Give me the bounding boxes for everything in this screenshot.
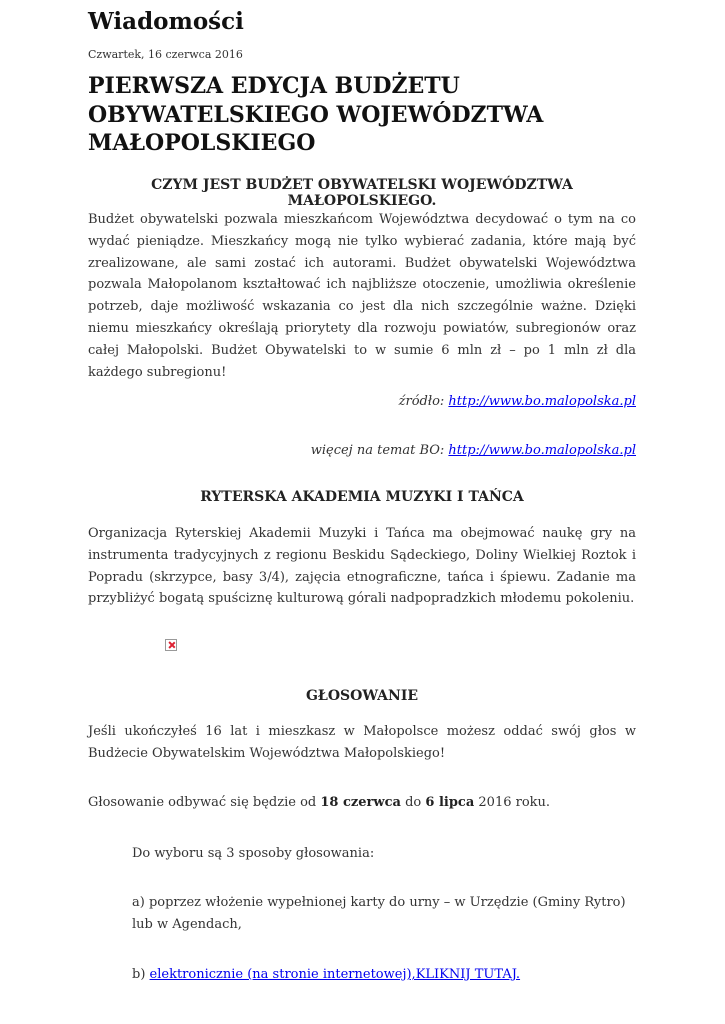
more-info-label: więcej na temat BO:: [310, 443, 449, 458]
more-info-line: [88, 443, 636, 458]
article-date: Czwartek, 16 czerwca 2016: [88, 48, 243, 61]
section-title: Wiadomości: [88, 8, 244, 35]
source-line: [88, 394, 636, 409]
article-headline: PIERWSZA EDYCJA BUDŻETU OBYWATELSKIEGO WOJEWÓDZTWA MAŁOPOLSKIEGO: [88, 73, 544, 156]
source-link[interactable]: http://www.bo.malopolska.pl: [448, 394, 636, 409]
voting-method-b: [132, 964, 636, 986]
academy-heading: RYTERSKA AKADEMIA MUZYKI I TAŃCA: [200, 489, 524, 505]
voting-period-prefix: Głosowanie odbywać się będzie od: [88, 795, 321, 810]
voting-period-suffix: 2016 roku.: [474, 795, 551, 810]
voting-methods-intro: Do wyboru są 3 sposoby głosowania:: [132, 846, 375, 861]
academy-paragraph: Organizacja Ryterskiej Akademii Muzyki i Tańca ma obejmować naukę gry na instrumenta tradycyjnych z regionu Beskidu Sądeckiego, Doliny Wielkiej Roztok i Popradu (skrzypce, basy 3/4), zajęcia etnograficzne, tańca i śpiewu. Zadanie ma przybliżyć bogatą spuściznę kulturową górali nadpopradzkich młodemu pokoleniu.: [88, 526, 636, 607]
voting-period-mid: do: [400, 795, 426, 810]
electronic-voting-link[interactable]: elektronicznie (na stronie internetowej),KLIKNIJ TUTAJ.: [149, 967, 521, 982]
intro-paragraph: Budżet obywatelski pozwala mieszkańcom Województwa decydować o tym na co wydać pieniądze. Mieszkańcy mogą nie tylko wybierać zadania, które mają być zrealizowane, ale sami zostać ich autorami. Budżet obywatelski Województwa pozwala Małopolanom kształtować ich najbliższe otoczenie, umożliwia określenie potrzeb, daje możliwość wskazania co jest dla nich szczególnie ważne. Dzięki niemu mieszkańcy określają priorytety dla rozwoju powiatów, subregionów oraz całej Małopolski. Budżet Obywatelski to w sumie 6 mln zł – po 1 mln zł dla każdego subregionu!: [88, 212, 636, 380]
voting-method-b-prefix: b): [132, 967, 150, 982]
voting-heading: GŁOSOWANIE: [305, 688, 419, 704]
voting-end-date: 6 lipca: [425, 795, 475, 810]
source-label: źródło:: [398, 394, 449, 409]
broken-image-icon: [165, 639, 177, 651]
more-info-link[interactable]: http://www.bo.malopolska.pl: [448, 443, 636, 458]
voting-eligibility: Jeśli ukończyłeś 16 lat i mieszkasz w Małopolsce możesz oddać swój głos w Budżecie Obywatelskim Województwa Małopolskiego!: [88, 724, 636, 761]
voting-method-a: a) poprzez włożenie wypełnionej karty do urny – w Urzędzie (Gminy Rytro) lub w Agendach,: [132, 895, 626, 932]
voting-start-date: 18 czerwca: [320, 795, 401, 810]
voting-period: [88, 792, 636, 814]
intro-heading: CZYM JEST BUDŻET OBYWATELSKI WOJEWÓDZTWA MAŁOPOLSKIEGO.: [151, 177, 573, 209]
